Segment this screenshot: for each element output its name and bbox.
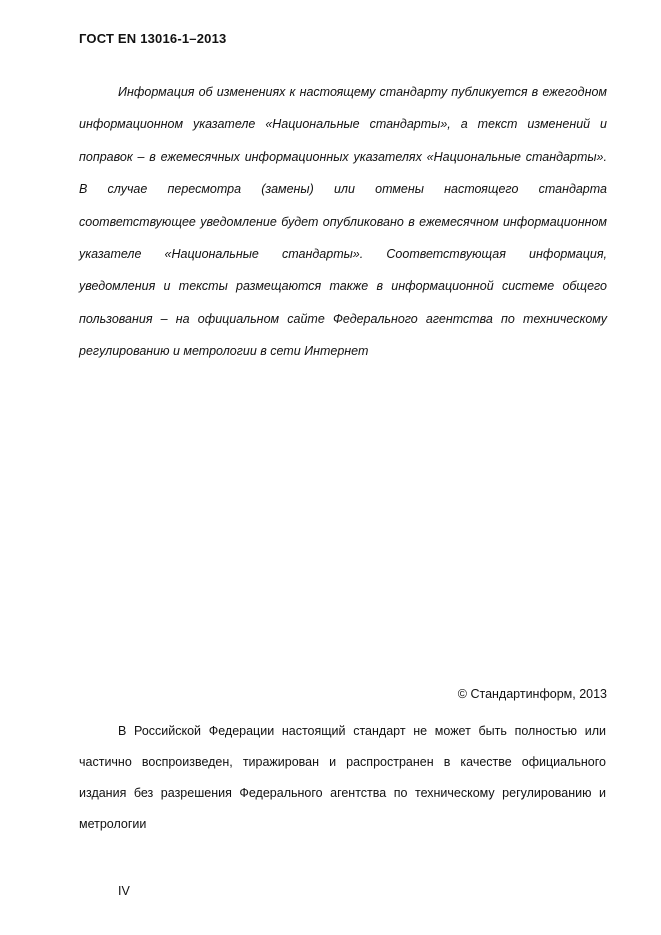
copyright-line: © Стандартинформ, 2013 bbox=[457, 687, 607, 701]
reproduction-rights-paragraph: В Российской Федерации настоящий стандарт не может быть полностью или частично воспроизведен, тиражирован и распространен в качестве официального издания без разрешения Федерального агентства по техническому регулированию и метрологии bbox=[79, 724, 606, 831]
change-notice-paragraph: Информация об изменениях к настоящему стандарту публикуется в ежегодном информационном указателе «Национальные стандарты», а текст изменений и поправок – в ежемесячных информационных указателях «Национальные стандарты». В случае пересмотра (замены) или отмены настоящего стандарта соответствующее уведомление будет опубликовано в ежемесячном информационном указателе «Национальные стандарты». Соответствующая информация, уведомления и тексты размещаются также в информационной системе общего пользования – на официальном сайте Федерального агентства по техническому регулированию и метрологии в сети Интернет bbox=[79, 85, 607, 359]
page-number: IV bbox=[118, 884, 130, 898]
document-header: ГОСТ EN 13016-1–2013 bbox=[79, 31, 227, 46]
